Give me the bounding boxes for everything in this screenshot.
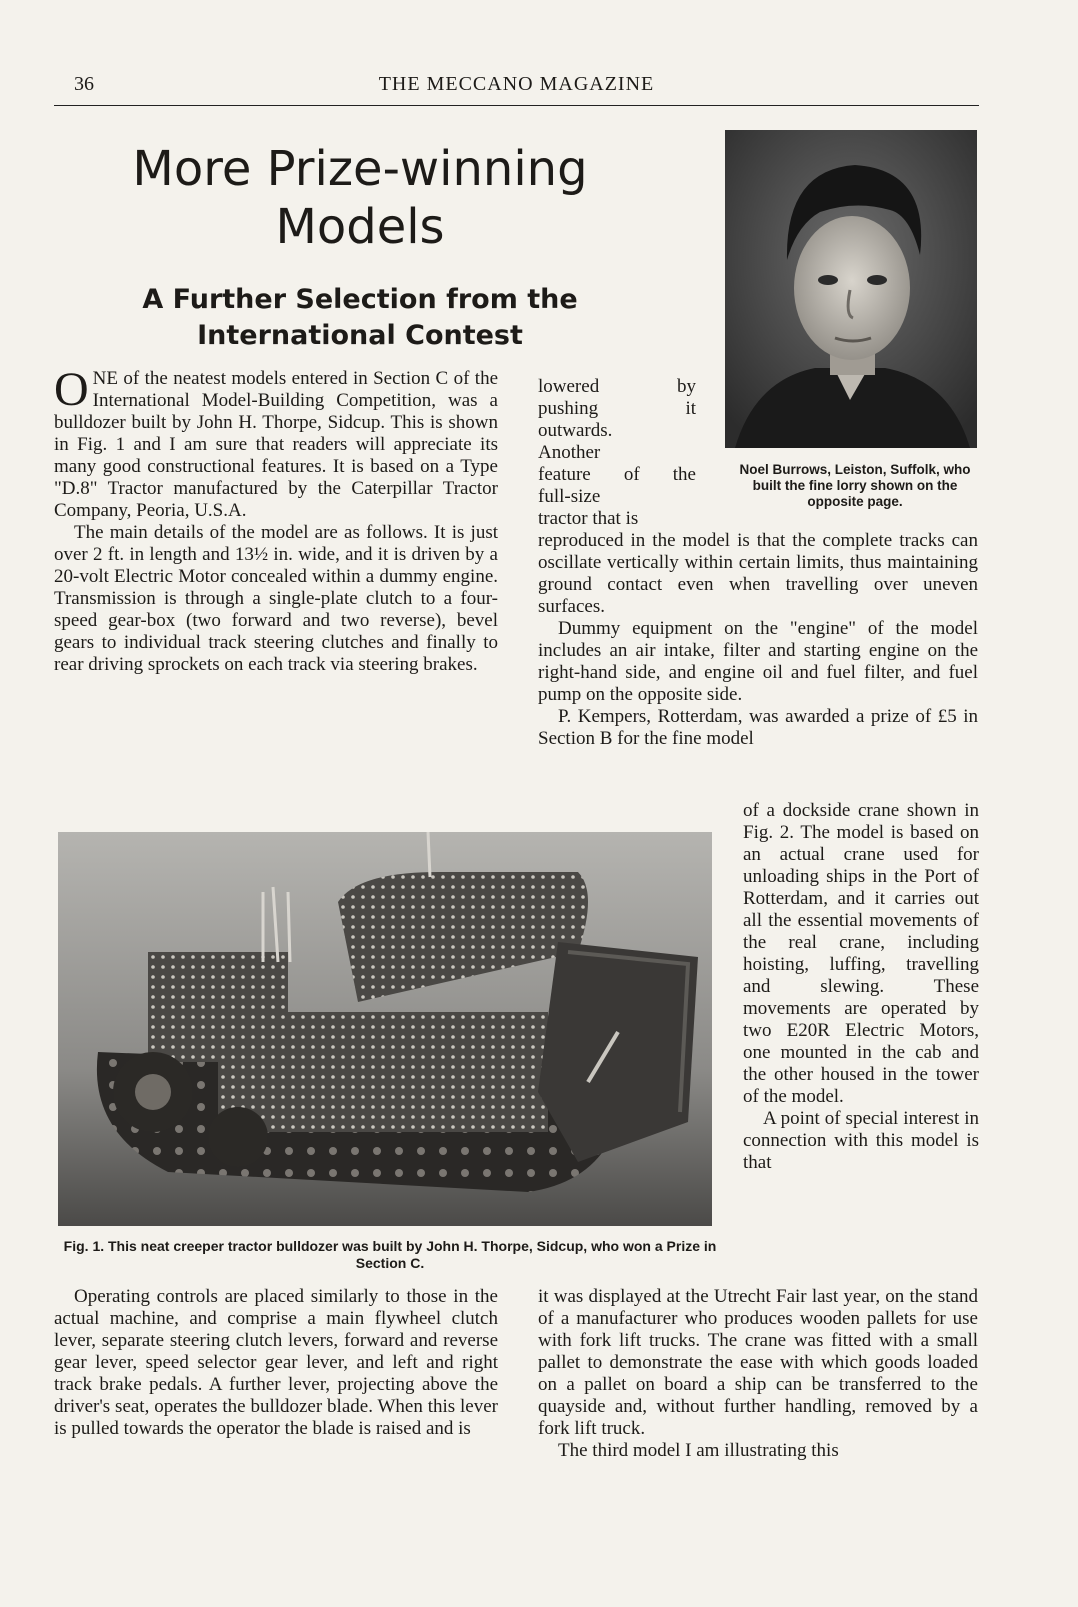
portrait-caption: Noel Burrows, Leiston, Suffolk, who built the fine lorry shown on the opposite page. — [739, 462, 971, 509]
paragraph: P. Kempers, Rotterdam, was awarded a prize of £5 in Section B for the fine model — [538, 706, 978, 749]
narrow-column — [538, 376, 696, 530]
figure-1-caption: Fig. 1. This neat creeper tractor bulldozer was built by John H. Thorpe, Sidcup, who won a Prize in Section C. — [63, 1238, 717, 1271]
text-line: Another — [538, 442, 601, 463]
bottom-left-column — [54, 1286, 498, 1440]
wrap-column — [743, 800, 979, 1174]
paragraph: The main details of the model are as follows. It is just over 2 ft. in length and 13½ in. wide, and it is driven by a 20-volt Electric Motor concealed within a dummy engine. Transmission is through a single-plate clutch to a four-speed gear-box (two forward and two reverse), bevel gears to individual track steering clutches and finally to rear driving sprockets on each track via steering brakes. — [54, 522, 498, 675]
paragraph: reproduced in the model is that the complete tracks can oscillate vertically within certain limits, thus maintaining ground contact even when travelling over uneven surfaces. — [538, 530, 978, 617]
bulldozer-image — [58, 832, 712, 1226]
text-line: tractor that is — [538, 508, 639, 529]
text-line: lowered by — [538, 376, 696, 397]
text-line: outwards. — [538, 420, 613, 441]
paragraph: A point of special interest in connection with this model is that — [743, 1108, 979, 1173]
magazine-title: THE MECCANO MAGAZINE — [378, 73, 655, 95]
figure-1-photo — [58, 832, 712, 1226]
paragraph: it was displayed at the Utrecht Fair last year, on the stand of a manufacturer who produces wooden pallets for use with fork lift trucks. The crane was fitted with a small pallet to demonstrate the ease with which goods loaded on a pallet on board a ship can be transferred to the quayside and, without further handling, removed by a fork lift truck. — [538, 1286, 978, 1439]
left-column — [54, 363, 498, 676]
portrait-image — [725, 130, 977, 448]
article-title: More Prize-winning Models — [132, 141, 588, 255]
drop-cap: O — [54, 363, 89, 416]
text-line: full-size — [538, 486, 601, 507]
paragraph: of a dockside crane shown in Fig. 2. The model is based on an actual crane used for unloading ships in the Port of Rotterdam, and it carries out all the essential movements of the real crane, including hoisting, luffing, travelling and slewing. These movements are operated by two E20R Electric Motors, one mounted in the cab and the other housed in the tower of the model. — [743, 800, 979, 1107]
paragraph — [54, 363, 498, 522]
header-rule — [54, 105, 979, 106]
text-line: feature of the — [538, 464, 696, 485]
paragraph: Dummy equipment on the "engine" of the model includes an air intake, filter and starting engine on the right-hand side, and engine oil and fuel filter, and fuel pump on the opposite side. — [538, 618, 978, 705]
paragraph: The third model I am illustrating this — [558, 1440, 839, 1461]
paragraph-text: NE of the neatest models entered in Section C of the International Model-Building Competition, was a bulldozer built by John H. Thorpe, Sidcup. This is shown in Fig. 1 and I am sure that readers will appreciate its many good constructional features. It is based on a Type "D.8" Tractor manufactured by the Caterpillar Tractor Company, Peoria, U.S.A. — [54, 368, 498, 521]
page-number: 36 — [74, 73, 94, 95]
right-column — [538, 530, 978, 750]
text-line: pushing it — [538, 398, 696, 419]
portrait-photo — [725, 130, 977, 448]
paragraph: Operating controls are placed similarly to those in the actual machine, and comprise a main flywheel clutch lever, separate steering clutch levers, forward and reverse gear lever, speed selector gear lever, and left and right track brake pedals. A further lever, projecting above the driver's seat, operates the bulldozer blade. When this lever is pulled towards the operator the blade is raised and is — [54, 1286, 498, 1439]
article-subtitle: A Further Selection from the International Contest — [142, 284, 578, 351]
bottom-right-column — [538, 1286, 978, 1462]
page-header — [54, 73, 979, 103]
